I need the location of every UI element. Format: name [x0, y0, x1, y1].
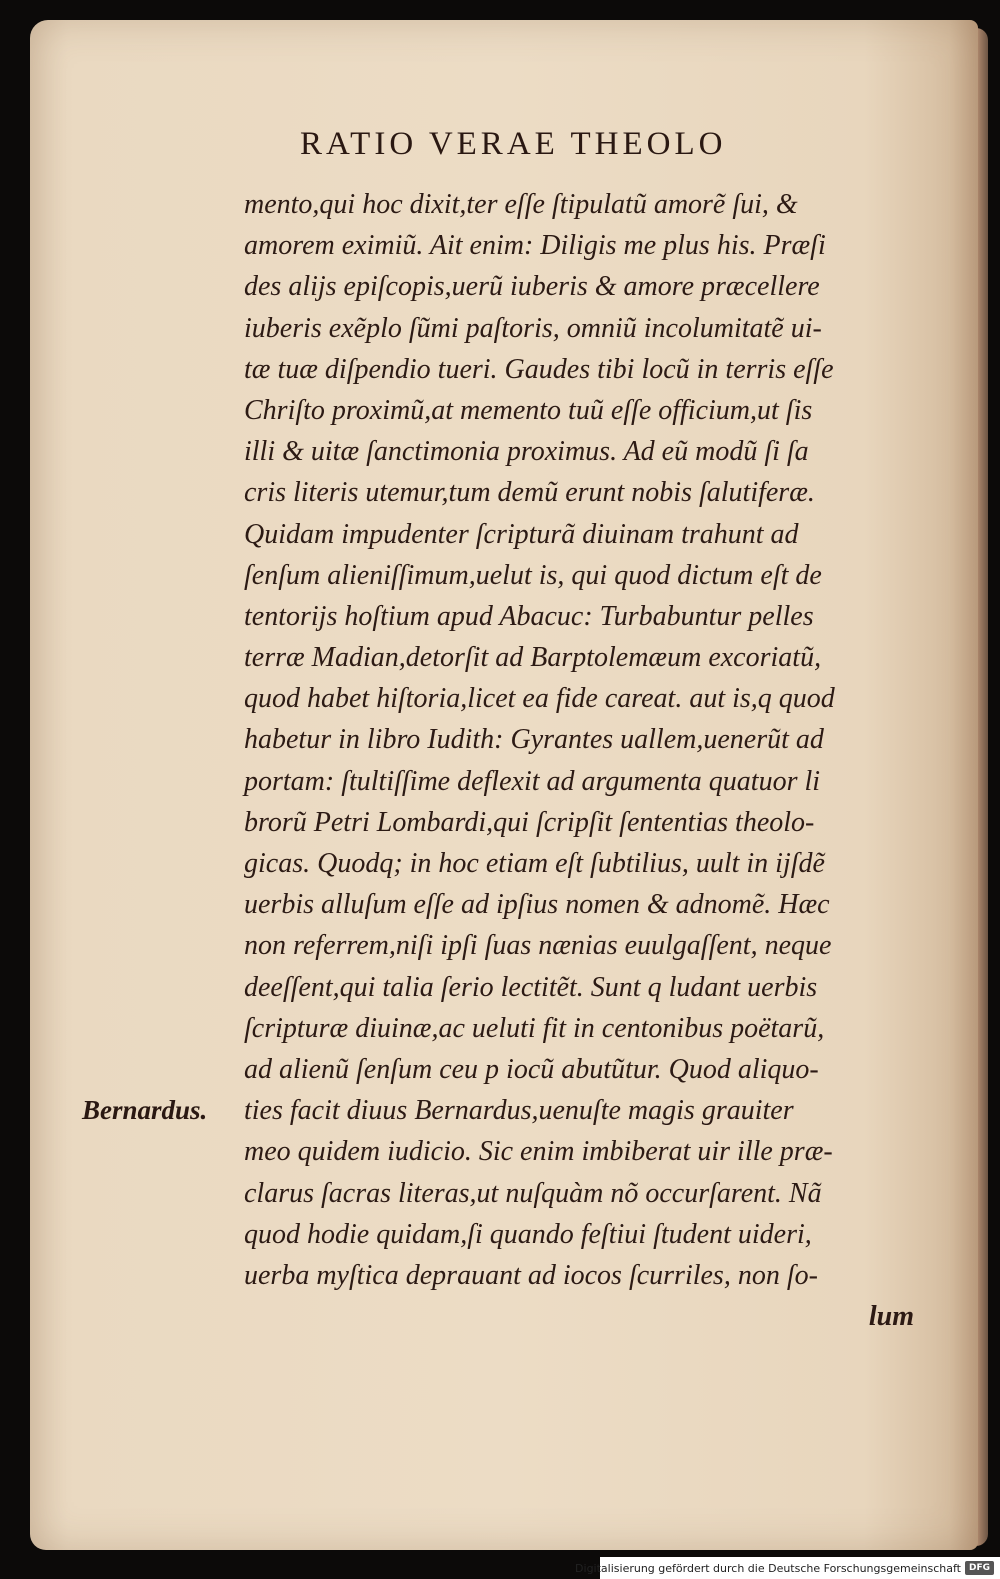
text-line: deeſſent,qui talia ſerio lectitẽt. Sunt q ludant uerbis	[244, 971, 818, 1003]
text-line: ad alienũ ſenſum ceu p iocũ abutũtur. Quod aliquo-	[244, 1053, 819, 1085]
text-line: des alijs epiſcopis,uerũ iuberis & amore præcellere	[244, 271, 820, 303]
text-line: brorũ Petri Lombardi,qui ſcripſit ſententias theolo-	[244, 806, 815, 838]
text-line: meo quidem iudicio. Sic enim imbiberat uir ille præ-	[244, 1136, 833, 1168]
text-line: habetur in libro Iudith: Gyrantes uallem,uenerũt ad	[244, 724, 824, 756]
text-line: cris literis utemur,tum demũ erunt nobis ſalutiferæ.	[244, 477, 815, 509]
footer-credit: Digitalisierung gefördert durch die Deutsche Forschungsgemeinschaft	[575, 1561, 961, 1575]
text-line: quod hodie quidam,ſi quando feſtiui ſtudent uideri,	[244, 1218, 812, 1250]
text-line: illi & uitæ ſanctimonia proximus. Ad eũ modũ ſi ſa	[244, 436, 809, 468]
text-line: Chriſto proximũ,at memento tuũ eſſe officium,ut ſis	[244, 394, 813, 426]
running-head: RATIO VERAE THEOLO	[300, 126, 727, 162]
text-line: amorem eximiũ. Ait enim: Diligis me plus his. Præſi	[244, 230, 826, 262]
text-line: quod habet hiſtoria,licet ea fide careat. aut is,q quod	[244, 683, 835, 715]
text-line: mento,qui hoc dixit,ter eſſe ſtipulatũ amorẽ ſui, &	[244, 189, 798, 220]
body-text	[244, 184, 934, 1337]
text-line: clarus ſacras literas,ut nuſquàm nõ occurſarent. Nã	[244, 1177, 822, 1209]
footer-bar	[575, 1557, 1000, 1579]
text-line: non referrem,niſi ipſi ſuas nænias euulgaſſent, neque	[244, 930, 832, 962]
text-line: uerba myſtica deprauant ad iocos ſcurriles, non ſo-	[244, 1259, 818, 1291]
text-line: tentorijs hoſtium apud Abacuc: Turbabuntur pelles	[244, 600, 814, 632]
text-line: ſenſum alieniſſimum,uelut is, qui quod dictum eſt de	[244, 559, 822, 591]
text-line: terræ Madian,detorſit ad Barptolemæum excoriatũ,	[244, 642, 822, 674]
text-line: lum	[868, 1301, 914, 1333]
text-line: ties facit diuus Bernardus,uenuſte magis grauiter	[244, 1095, 794, 1127]
text-line: gicas. Quodq; in hoc etiam eſt ſubtilius, uult in ijſdẽ	[244, 848, 825, 879]
text-line: portam: ſtultiſſime deflexit ad argumenta quatuor li	[244, 765, 821, 797]
text-line: ſcripturæ diuinæ,ac ueluti fit in centonibus poëtarũ,	[244, 1012, 825, 1044]
text-line: iuberis exẽplo ſũmi paſtoris, omniũ incolumitatẽ ui-	[244, 312, 822, 344]
margin-note: Bernardus.	[82, 1095, 208, 1125]
text-line: tæ tuæ diſpendio tueri. Gaudes tibi locũ in terris eſſe	[244, 353, 834, 385]
dfg-logo-icon: DFG	[965, 1561, 994, 1575]
text-line: Quidam impudenter ſcripturã diuinam trahunt ad	[244, 518, 799, 550]
text-line: uerbis alluſum eſſe ad ipſius nomen & adnomẽ. Hæc	[244, 889, 830, 921]
